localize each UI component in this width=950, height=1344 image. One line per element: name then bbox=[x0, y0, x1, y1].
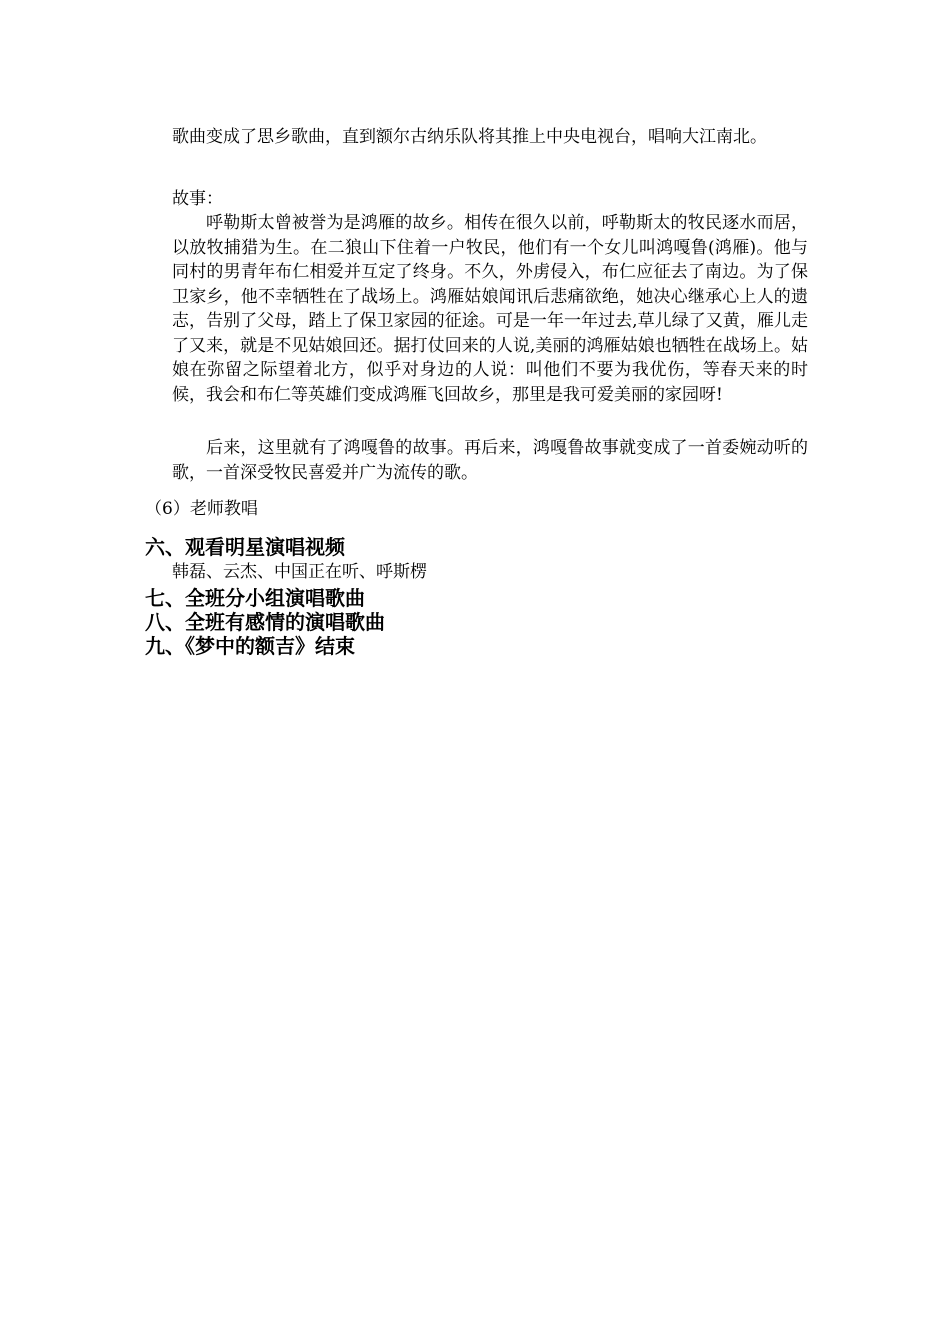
section-7-heading: 七、全班分小组演唱歌曲 bbox=[145, 586, 365, 610]
story-label: 故事： bbox=[172, 189, 223, 209]
intro-paragraph: 歌曲变成了思乡歌曲，直到额尔古纳乐队将其推上中央电视台，唱响大江南北。 bbox=[172, 127, 767, 147]
step-6-teacher-teaching: （6）老师教唱 bbox=[145, 499, 258, 519]
section-8-heading: 八、全班有感情的演唱歌曲 bbox=[145, 610, 385, 634]
section-6-heading: 六、观看明星演唱视频 bbox=[145, 535, 345, 559]
story-paragraph-1: 呼勒斯太曾被誉为是鸿雁的故乡。相传在很久以前，呼勒斯太的牧民逐水而居，以放牧捕猎为生。在二狼山下住着一户牧民，他们有一个女儿叫鸿嘎鲁(鸿雁)。他与同村的男青年布仁相爱并互定了终身。不久，外虏侵入，布仁应征去了南边。为了保卫家乡，他不幸牺牲在了战场上。鸿雁姑娘闻讯后悲痛欲绝，她决心继承心上人的遗志，告别了父母，踏上了保卫家园的征途。可是一年一年过去,草儿绿了又黄，雁儿走了又来，就是不见姑娘回还。据打仗回来的人说,美丽的鸿雁姑娘也牺牲在战场上。姑娘在弥留之际望着北方，似乎对身边的人说：叫他们不要为我优伤，等春天来的时候，我会和布仁等英雄们变成鸿雁飞回故乡，那里是我可爱美丽的家园呀! bbox=[172, 213, 808, 405]
story-paragraph-2: 后来，这里就有了鸿嘎鲁的故事。再后来，鸿嘎鲁故事就变成了一首委婉动听的歌，一首深受牧民喜爱并广为流传的歌。 bbox=[172, 438, 808, 483]
section-6-singers: 韩磊、云杰、中国正在听、呼斯楞 bbox=[172, 562, 427, 582]
section-9-heading: 九、《梦中的额吉》结束 bbox=[145, 634, 355, 658]
